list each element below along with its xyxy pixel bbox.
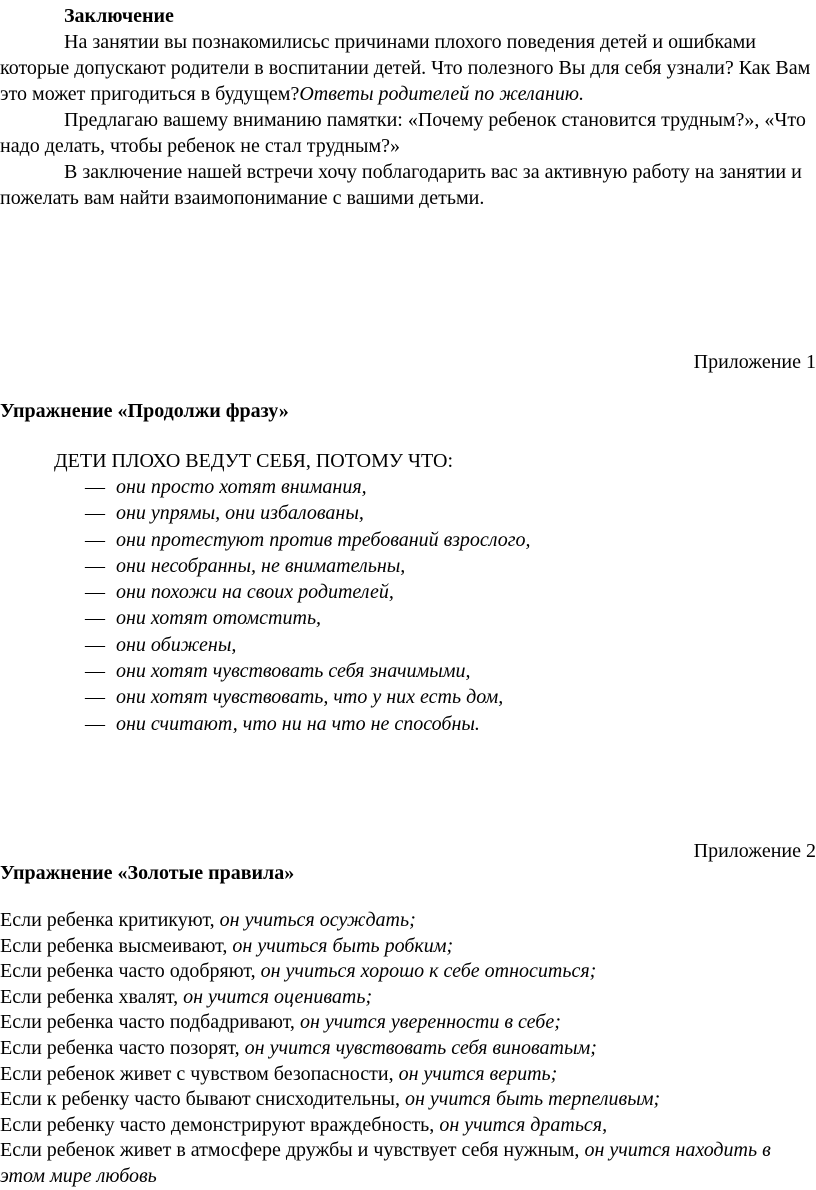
dash-bullet: — [85,528,105,551]
dash-bullet: — [85,633,105,656]
rule-condition: Если ребенка часто подбадривают, [0,1011,300,1034]
rule-line [0,1062,816,1088]
rule-line [0,1138,816,1189]
rule-outcome: он учиться осуждать; [219,909,416,931]
rule-outcome: он учится оценивать; [183,985,373,1008]
reason-item [0,632,816,658]
reason-text: они несобранны, не внимательны, [116,554,406,577]
reasons-list [0,474,816,737]
rule-condition: Если ребенка часто одобряют, [0,960,261,983]
reason-text: они протестуют против требований взрослого, [116,528,531,551]
appendix-1-lead: ДЕТИ ПЛОХО ВЕДУТ СЕБЯ, ПОТОМУ ЧТО: [54,450,453,472]
rule-outcome: он учится быть терпеливым; [404,1088,661,1111]
reason-item [0,605,816,631]
reason-item [0,658,816,684]
reason-item [0,500,816,526]
appendix-1-section [0,398,816,424]
reason-text: они похожи на своих родителей, [116,581,394,604]
conclusion-paragraph-2: Предлагаю вашему вниманию памятки: «Почему ребенок становится трудным?», «Что надо делать, чтобы ребенок не стал трудным?» [0,109,806,157]
rule-line [0,959,816,985]
rule-condition: Если ребенок живет в атмосфере дружбы и чувствует себя нужным, [0,1139,585,1162]
dash-bullet: — [85,712,105,735]
conclusion-paragraph-1-text: На занятии вы познакомилисьс причинами плохого поведения детей и ошибками которые допускают родители в воспитании детей. Что полезного Вы для себя узнали? Как Вам это может пригодиться в будущем? [0,31,811,105]
reason-text: они упрямы, они избалованы, [116,502,364,525]
rule-line [0,985,816,1011]
rule-outcome: он учится верить; [398,1062,558,1085]
dash-bullet: — [85,660,105,683]
reason-item [0,579,816,605]
dash-bullet: — [85,554,105,577]
conclusion-paragraph-1 [0,29,816,107]
rule-line [0,1113,816,1139]
rule-condition: Если к ребенку часто бывают снисходительны, [0,1088,405,1111]
rule-line [0,1036,816,1062]
reason-text: они обижены, [116,633,237,656]
dash-bullet: — [85,502,105,525]
conclusion-section [0,3,816,211]
rule-condition: Если ребенок живет с чувством безопасности, [0,1062,399,1085]
reason-text: они просто хотят внимания, [116,476,367,498]
rule-outcome: он учится уверенности в себе; [299,1011,561,1034]
reason-text: они хотят чувствовать, что у них есть дом, [116,686,504,709]
dash-bullet: — [85,607,105,630]
reason-item [0,527,816,553]
rule-outcome: он учиться хорошо к себе относиться; [260,960,597,983]
conclusion-title: Заключение [64,5,174,27]
rule-outcome: он учится чувствовать себя виноватым; [244,1036,597,1059]
dash-bullet: — [85,581,105,604]
rule-condition: Если ребенка часто позорят, [0,1036,245,1059]
appendix-2-section [0,860,816,886]
rule-line [0,1087,816,1113]
rule-outcome: он учится драться, [439,1113,608,1136]
reason-item [0,684,816,710]
rule-condition: Если ребенку часто демонстрируют враждебность, [0,1113,440,1136]
appendix-1-list-block [0,448,816,737]
rule-condition: Если ребенка высмеивают, [0,934,233,957]
reason-item [0,474,816,500]
reason-item [0,553,816,579]
rule-line [0,908,816,934]
appendix-1-title: Упражнение «Продолжи фразу» [0,400,289,422]
rule-line [0,1010,816,1036]
golden-rules-list [0,908,816,1190]
reason-text: они считают, что ни на что не способны. [116,712,480,735]
appendix-1-label: Приложение 1 [693,351,816,373]
conclusion-paragraph-3: В заключение нашей встречи хочу поблагодарить вас за активную работу на занятии и пожелать вам найти взаимопонимание с вашими детьми. [0,161,802,209]
reason-text: они хотят чувствовать себя значимыми, [116,660,471,683]
conclusion-paragraph-1-italic: Ответы родителей по желанию. [299,83,584,105]
dash-bullet: — [85,686,105,709]
rule-condition: Если ребенка критикуют, [0,909,220,931]
reason-text: они хотят отомстить, [116,607,322,630]
reason-item [0,711,816,737]
rule-line [0,934,816,960]
appendix-2-label: Приложение 2 [693,840,816,862]
rule-outcome: он учиться быть робким; [232,934,454,957]
appendix-2-title: Упражнение «Золотые правила» [0,862,295,884]
dash-bullet: — [85,476,105,498]
rule-condition: Если ребенка хвалят, [0,985,184,1008]
rule-outcome: он учится находить в этом мире любовь [0,1139,771,1187]
